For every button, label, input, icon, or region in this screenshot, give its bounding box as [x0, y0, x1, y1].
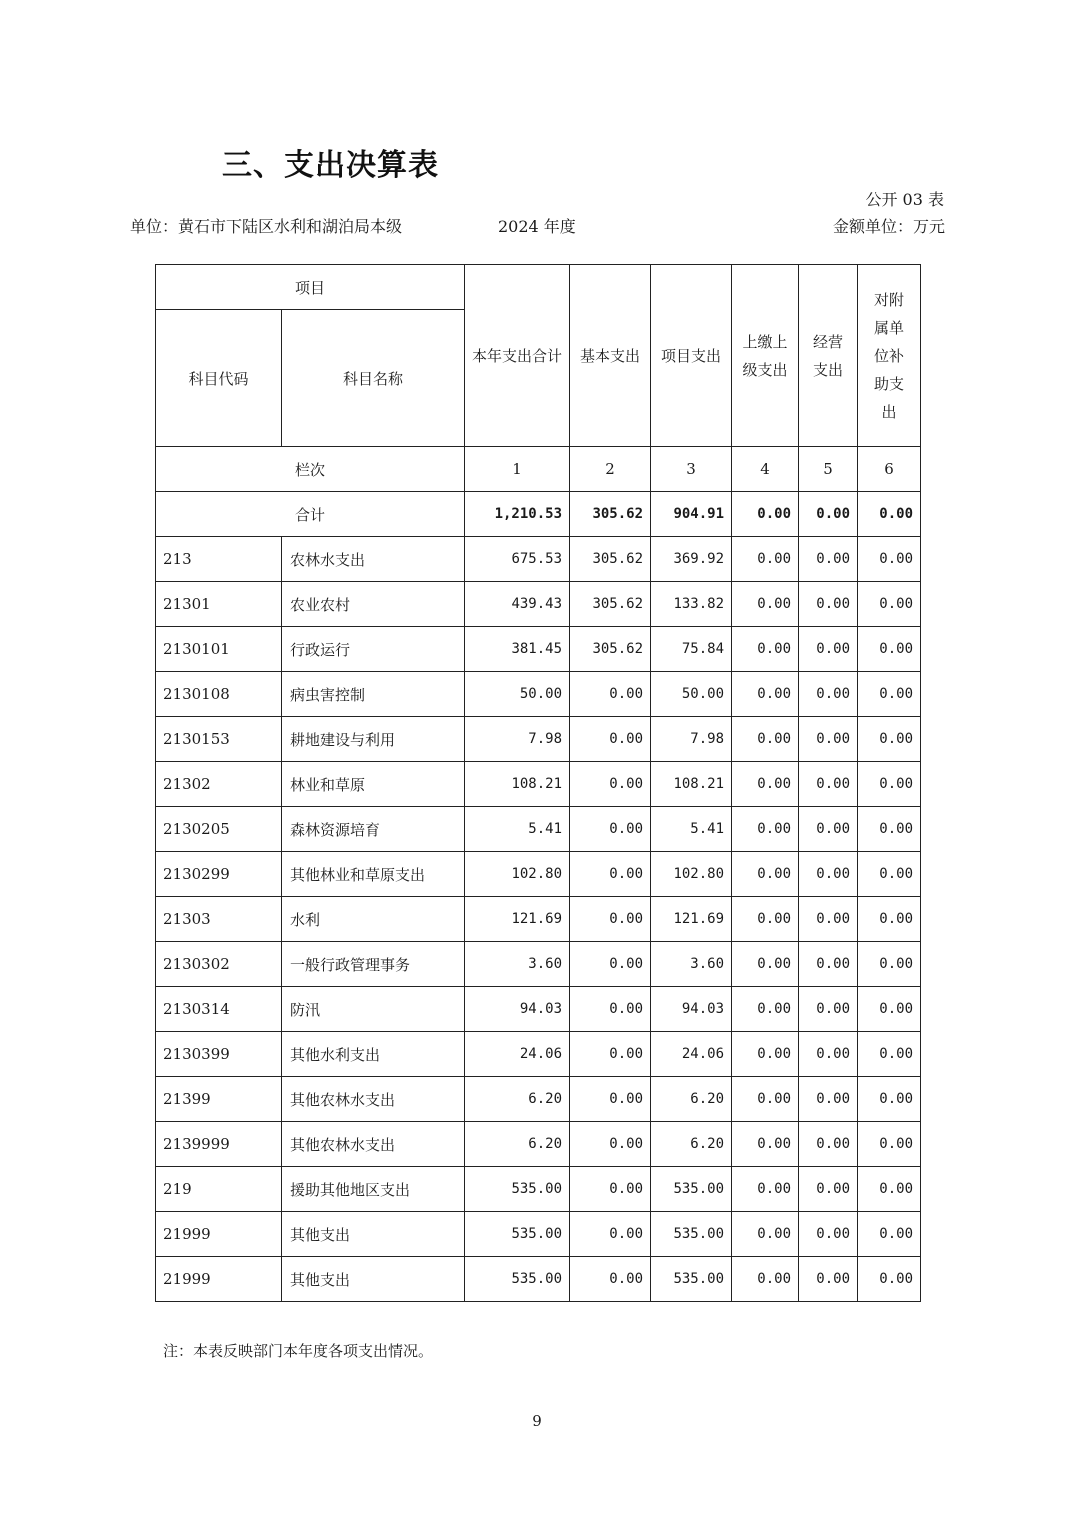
subject-name: 水利 [282, 897, 465, 942]
subject-name: 农业农村 [282, 582, 465, 627]
amount-cell: 0.00 [858, 627, 921, 672]
amount-cell: 0.00 [799, 582, 858, 627]
amount-cell: 50.00 [465, 672, 570, 717]
subject-code: 2130299 [156, 852, 282, 897]
unit-label: 单位：黄石市下陆区水利和湖泊局本级 [130, 217, 403, 236]
amount-cell: 381.45 [465, 627, 570, 672]
subject-code: 213 [156, 537, 282, 582]
amount-cell: 0.00 [799, 717, 858, 762]
amount-cell: 0.00 [570, 1122, 651, 1167]
table-row [156, 582, 921, 627]
amount-cell: 0.00 [858, 1032, 921, 1077]
table-row [156, 537, 921, 582]
subject-code: 21999 [156, 1212, 282, 1257]
table-row [156, 1077, 921, 1122]
column-number: 6 [858, 447, 921, 492]
subject-name: 耕地建设与利用 [282, 717, 465, 762]
header-name: 科目名称 [282, 310, 465, 447]
amount-cell: 0.00 [858, 852, 921, 897]
amount-cell: 535.00 [651, 1212, 732, 1257]
header-code: 科目代码 [156, 310, 282, 447]
amount-cell: 0.00 [858, 807, 921, 852]
page-number: 9 [532, 1412, 542, 1430]
amount-cell: 0.00 [858, 1167, 921, 1212]
amount-cell: 0.00 [799, 672, 858, 717]
amount-cell: 0.00 [799, 627, 858, 672]
amount-cell: 6.20 [651, 1077, 732, 1122]
amount-cell: 6.20 [465, 1077, 570, 1122]
amount-cell: 5.41 [465, 807, 570, 852]
subject-code: 21302 [156, 762, 282, 807]
amount-cell: 0.00 [732, 672, 799, 717]
amount-cell: 0.00 [570, 1257, 651, 1302]
amount-cell: 0.00 [732, 537, 799, 582]
table-row [156, 1167, 921, 1212]
total-cell: 305.62 [570, 492, 651, 537]
column-number-row [156, 447, 921, 492]
amount-cell: 7.98 [651, 717, 732, 762]
amount-cell: 0.00 [570, 1077, 651, 1122]
amount-cell: 439.43 [465, 582, 570, 627]
amount-cell: 0.00 [858, 672, 921, 717]
table-row [156, 717, 921, 762]
total-label: 合计 [156, 492, 465, 537]
amount-cell: 675.53 [465, 537, 570, 582]
amount-cell: 0.00 [799, 1167, 858, 1212]
total-cell: 1,210.53 [465, 492, 570, 537]
total-cell: 0.00 [799, 492, 858, 537]
amount-cell: 0.00 [570, 1167, 651, 1212]
amount-cell: 0.00 [570, 762, 651, 807]
subject-name: 防汛 [282, 987, 465, 1032]
money-unit-label: 金额单位：万元 [832, 217, 945, 236]
table-row [156, 897, 921, 942]
amount-cell: 6.20 [465, 1122, 570, 1167]
amount-cell: 0.00 [570, 672, 651, 717]
amount-cell: 0.00 [858, 582, 921, 627]
amount-cell: 0.00 [799, 942, 858, 987]
amount-cell: 0.00 [858, 762, 921, 807]
amount-cell: 0.00 [732, 1257, 799, 1302]
amount-cell: 369.92 [651, 537, 732, 582]
amount-cell: 0.00 [570, 717, 651, 762]
subject-name: 援助其他地区支出 [282, 1167, 465, 1212]
amount-cell: 7.98 [465, 717, 570, 762]
subject-name: 其他农林水支出 [282, 1077, 465, 1122]
amount-cell: 5.41 [651, 807, 732, 852]
table-row [156, 627, 921, 672]
table-row [156, 1212, 921, 1257]
amount-cell: 0.00 [732, 762, 799, 807]
subject-code: 2130399 [156, 1032, 282, 1077]
amount-cell: 0.00 [799, 852, 858, 897]
amount-cell: 3.60 [465, 942, 570, 987]
table-row [156, 942, 921, 987]
amount-cell: 133.82 [651, 582, 732, 627]
subject-code: 2130108 [156, 672, 282, 717]
meta-row [130, 214, 945, 236]
total-cell: 0.00 [858, 492, 921, 537]
table-row [156, 852, 921, 897]
table-row [156, 1122, 921, 1167]
amount-cell: 94.03 [651, 987, 732, 1032]
table-row [156, 1032, 921, 1077]
subject-code: 2130302 [156, 942, 282, 987]
year-label: 2024 年度 [498, 217, 576, 236]
amount-cell: 0.00 [858, 1122, 921, 1167]
amount-cell: 0.00 [858, 717, 921, 762]
column-number: 3 [651, 447, 732, 492]
amount-cell: 0.00 [732, 942, 799, 987]
subject-name: 病虫害控制 [282, 672, 465, 717]
subject-name: 其他农林水支出 [282, 1122, 465, 1167]
amount-cell: 0.00 [570, 942, 651, 987]
column-number: 1 [465, 447, 570, 492]
amount-cell: 0.00 [732, 1032, 799, 1077]
subject-name: 其他水利支出 [282, 1032, 465, 1077]
amount-cell: 535.00 [651, 1257, 732, 1302]
header-total: 本年支出合计 [465, 265, 570, 447]
amount-cell: 535.00 [465, 1257, 570, 1302]
amount-cell: 0.00 [732, 717, 799, 762]
subject-code: 21999 [156, 1257, 282, 1302]
amount-cell: 0.00 [732, 627, 799, 672]
subject-name: 其他林业和草原支出 [282, 852, 465, 897]
amount-cell: 0.00 [732, 1122, 799, 1167]
subject-code: 2130153 [156, 717, 282, 762]
subject-name: 行政运行 [282, 627, 465, 672]
amount-cell: 0.00 [570, 807, 651, 852]
column-number: 5 [799, 447, 858, 492]
header-subsidiary: 对附属单位补助支出 [858, 265, 921, 447]
amount-cell: 0.00 [570, 1212, 651, 1257]
amount-cell: 0.00 [858, 1077, 921, 1122]
amount-cell: 75.84 [651, 627, 732, 672]
amount-cell: 0.00 [570, 852, 651, 897]
amount-cell: 94.03 [465, 987, 570, 1032]
amount-cell: 0.00 [858, 1257, 921, 1302]
amount-cell: 50.00 [651, 672, 732, 717]
amount-cell: 0.00 [732, 987, 799, 1032]
amount-cell: 0.00 [799, 1257, 858, 1302]
amount-cell: 0.00 [858, 897, 921, 942]
subject-name: 森林资源培育 [282, 807, 465, 852]
amount-cell: 535.00 [465, 1167, 570, 1212]
amount-cell: 121.69 [651, 897, 732, 942]
table-note: 注：本表反映部门本年度各项支出情况。 [163, 1342, 434, 1360]
amount-cell: 0.00 [570, 1032, 651, 1077]
table-row [156, 987, 921, 1032]
amount-cell: 305.62 [570, 627, 651, 672]
amount-cell: 0.00 [732, 1212, 799, 1257]
amount-cell: 0.00 [858, 537, 921, 582]
page-title: 三、支出决算表 [222, 148, 439, 183]
amount-cell: 108.21 [651, 762, 732, 807]
form-number: 公开 03 表 [865, 190, 944, 209]
header-project-expenditure: 项目支出 [651, 265, 732, 447]
subject-name: 林业和草原 [282, 762, 465, 807]
subject-name: 一般行政管理事务 [282, 942, 465, 987]
amount-cell: 121.69 [465, 897, 570, 942]
amount-cell: 102.80 [651, 852, 732, 897]
amount-cell: 108.21 [465, 762, 570, 807]
subject-code: 219 [156, 1167, 282, 1212]
amount-cell: 0.00 [799, 1122, 858, 1167]
amount-cell: 0.00 [799, 1212, 858, 1257]
header-project: 项目 [156, 265, 465, 310]
amount-cell: 6.20 [651, 1122, 732, 1167]
subject-code: 21301 [156, 582, 282, 627]
amount-cell: 0.00 [858, 1212, 921, 1257]
amount-cell: 3.60 [651, 942, 732, 987]
amount-cell: 0.00 [799, 762, 858, 807]
subject-code: 2130205 [156, 807, 282, 852]
amount-cell: 0.00 [732, 1077, 799, 1122]
amount-cell: 0.00 [799, 807, 858, 852]
column-number: 2 [570, 447, 651, 492]
amount-cell: 305.62 [570, 537, 651, 582]
table-row [156, 807, 921, 852]
table-row [156, 1257, 921, 1302]
amount-cell: 0.00 [799, 1077, 858, 1122]
subject-name: 其他支出 [282, 1257, 465, 1302]
amount-cell: 0.00 [799, 897, 858, 942]
table-row [156, 762, 921, 807]
total-cell: 904.91 [651, 492, 732, 537]
subject-code: 21399 [156, 1077, 282, 1122]
amount-cell: 0.00 [732, 582, 799, 627]
amount-cell: 0.00 [570, 987, 651, 1032]
total-row [156, 492, 921, 537]
amount-cell: 535.00 [465, 1212, 570, 1257]
subject-code: 2130101 [156, 627, 282, 672]
header-business: 经营支出 [799, 265, 858, 447]
subject-name: 农林水支出 [282, 537, 465, 582]
amount-cell: 24.06 [465, 1032, 570, 1077]
amount-cell: 0.00 [732, 852, 799, 897]
table-row [156, 672, 921, 717]
expenditure-table [155, 264, 921, 1302]
amount-cell: 305.62 [570, 582, 651, 627]
amount-cell: 535.00 [651, 1167, 732, 1212]
header-basic: 基本支出 [570, 265, 651, 447]
subject-name: 其他支出 [282, 1212, 465, 1257]
amount-cell: 0.00 [858, 942, 921, 987]
amount-cell: 0.00 [799, 1032, 858, 1077]
amount-cell: 0.00 [858, 987, 921, 1032]
total-cell: 0.00 [732, 492, 799, 537]
header-upper: 上缴上级支出 [732, 265, 799, 447]
amount-cell: 0.00 [732, 807, 799, 852]
subject-code: 2139999 [156, 1122, 282, 1167]
amount-cell: 0.00 [570, 897, 651, 942]
amount-cell: 102.80 [465, 852, 570, 897]
subject-code: 2130314 [156, 987, 282, 1032]
amount-cell: 0.00 [799, 537, 858, 582]
subject-code: 21303 [156, 897, 282, 942]
amount-cell: 0.00 [732, 1167, 799, 1212]
column-number: 4 [732, 447, 799, 492]
amount-cell: 24.06 [651, 1032, 732, 1077]
column-row-label: 栏次 [156, 447, 465, 492]
amount-cell: 0.00 [732, 897, 799, 942]
amount-cell: 0.00 [799, 987, 858, 1032]
